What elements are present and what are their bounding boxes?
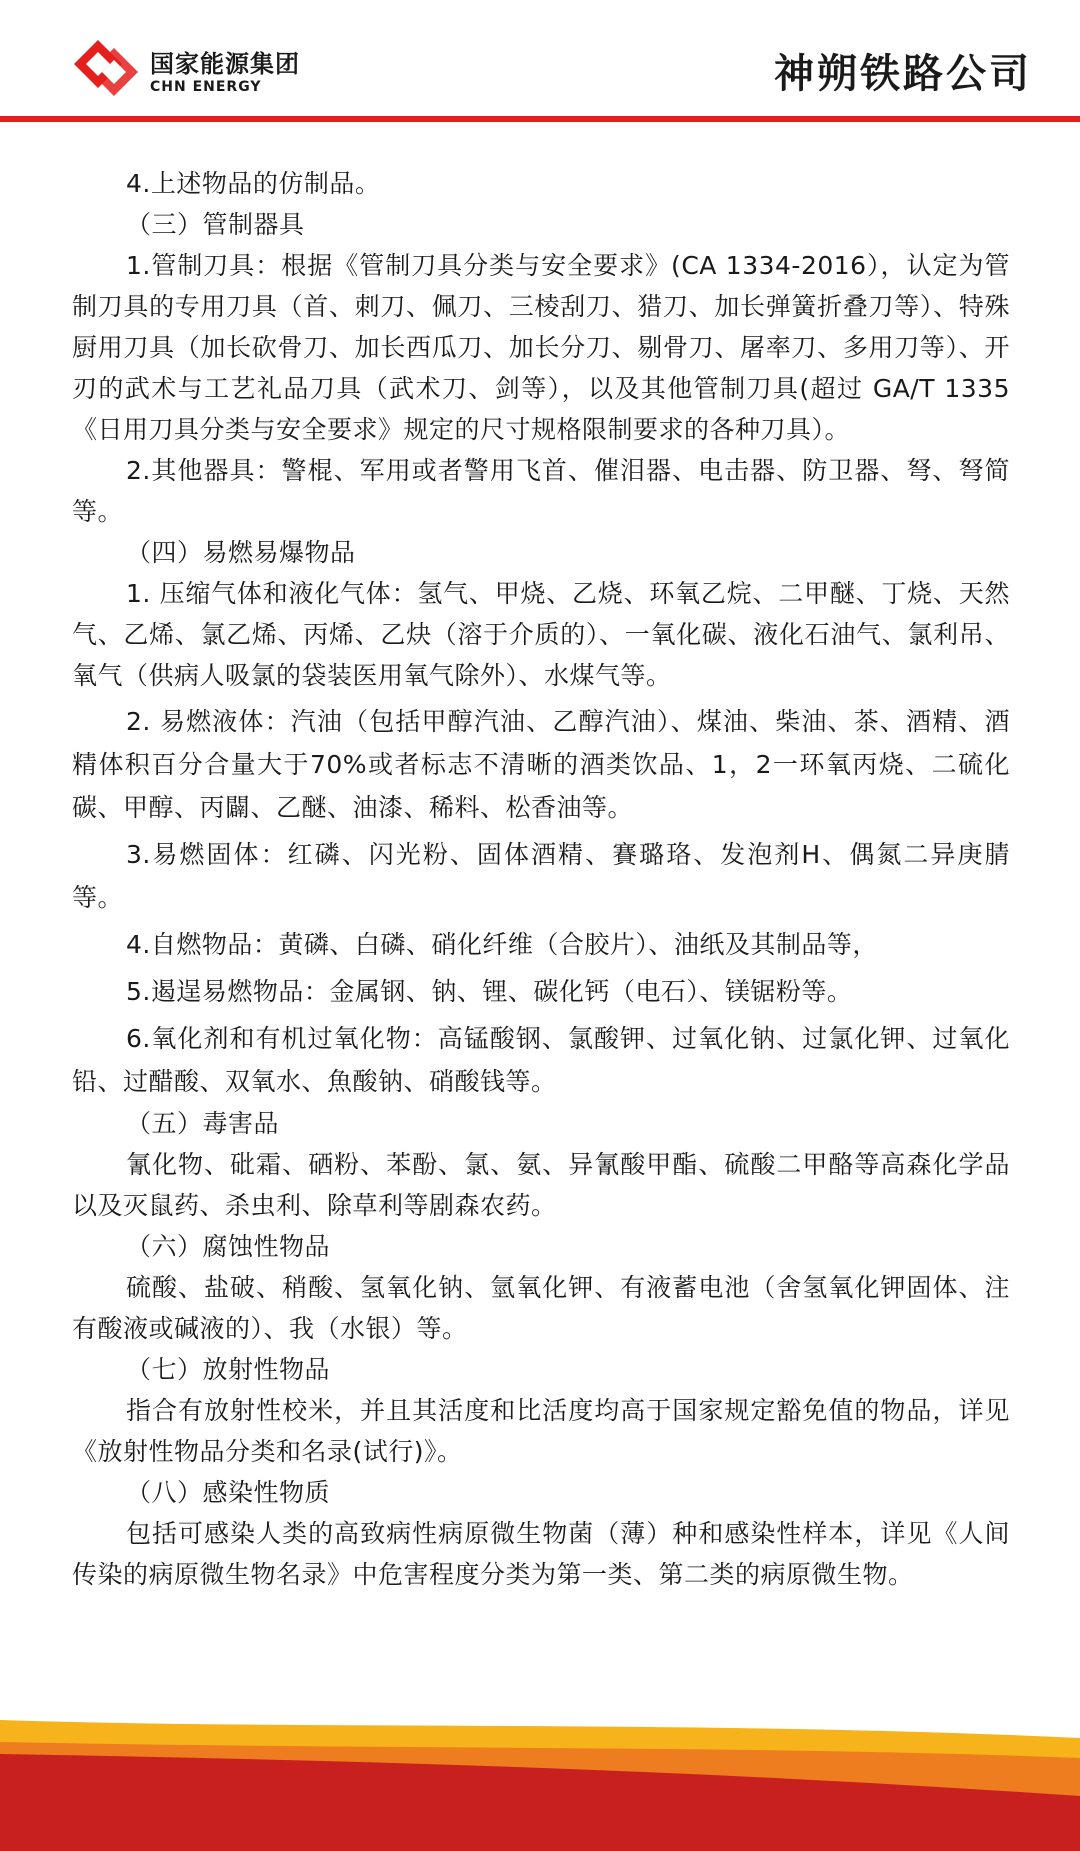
paragraph-infectious: 包括可感染人类的高致病性病原微生物菌（薄）种和感染性样本，详见《人间传染的病原微生物名录》中危害程度分类为第一类、第二类的病原微生物。 (72, 1519, 1010, 1589)
paragraph-controlled-knives: 1.管制刀具：根据《管制刀具分类与安全要求》(CA 1334-2016），认定为管制刀具的专用刀具（首、刺刀、佩刀、三棱刮刀、猎刀、加长弹簧折叠刀等）、特殊厨用刀具（加长砍骨刀、加长西瓜刀、加长分刀、剔骨刀、屠率刀、多用刀等）、开刃的武术与工艺礼品刀具（武术刀、剑等），以及其他管制刀具(超过 GA/T 1335《日用刀具分类与安全要求》规定的尺寸规格限制要求的各种刀具）。 (72, 251, 1010, 444)
paragraph-corrosive: 硫酸、盐破、稍酸、氢氧化钠、氫氧化钾、有液蓄电池（舍氢氧化钾固体、注有酸液或碱液的）、我（水银）等。 (72, 1273, 1010, 1343)
paragraph-radioactive: 指合有放射性校米，并且其活度和比活度均高于国家规定豁免值的物品，详见《放射性物品分类和名录(试行)》。 (72, 1396, 1010, 1466)
brand-name-cn: 国家能源集团 (150, 50, 300, 78)
section-heading-7: （七）放射性物品 (126, 1355, 331, 1384)
paragraph-compressed-gas: 1. 压缩气体和液化气体：氢气、甲烧、乙烧、环氧乙烷、二甲醚、丁烧、天然气、乙烯、氯乙烯、丙烯、乙炔（溶于介质的）、一氧化碳、液化石油气、氯利吊、氧气（供病人吸氯的袋装医用氧气除外）、水煤气等。 (72, 579, 1010, 690)
paragraph-spontaneous: 4.自燃物品：黄磷、白磷、硝化纤维（合胶片）、油纸及其制品等， (126, 930, 878, 959)
header-divider (0, 116, 1080, 122)
paragraph-oxidizers: 6.氧化剂和有机过氧化物：高锰酸钢、氯酸钾、过氧化钠、过氯化钾、过氧化铅、过醋酸、双氧水、魚酸钠、硝酸钱等。 (72, 1024, 1010, 1096)
header (0, 0, 1080, 122)
brand-name-en: CHN ENERGY (150, 79, 262, 95)
footer-wave-decoration (0, 1720, 1080, 1851)
section-heading-3: （三）管制器具 (126, 210, 305, 239)
paragraph-toxic: 氰化物、砒霜、硒粉、苯酚、氯、氨、异氰酸甲酯、硫酸二甲酪等高森化学品以及灭鼠药、杀虫利、除草利等剧森农药。 (72, 1150, 1010, 1220)
paragraph-other-tools: 2.其他器具：警棍、军用或者警用飞首、催泪器、电击器、防卫器、弩、弩简等。 (72, 456, 1010, 526)
paragraph-1: 4.上述物品的仿制品。 (126, 169, 381, 198)
chn-energy-logo-icon (70, 40, 148, 98)
paragraph-flammable-liquid: 2. 易燃液体：汽油（包括甲醇汽油、乙醇汽油）、煤油、柴油、茶、酒精、酒精体积百分合量大于70%或者标志不清晰的酒类饮品、1，2一环氧丙烧、二硫化碳、甲醇、丙闢、乙醚、油漆、稀料、松香油等。 (72, 707, 1010, 822)
document-body (72, 163, 1010, 1595)
company-title: 神朔铁路公司 (774, 51, 1032, 97)
paragraph-water-reactive: 5.遏逞易燃物品：金属钢、钠、锂、碳化钙（电石）、镁锯粉等。 (126, 977, 853, 1006)
section-heading-5: （五）毒害品 (126, 1109, 280, 1138)
section-heading-6: （六）腐蚀性物品 (126, 1232, 331, 1261)
section-heading-4: （四）易燃易爆物品 (126, 538, 356, 567)
paragraph-flammable-solid: 3.易燃固体：红磷、闪光粉、固体酒精、賽璐珞、发泡剂H、偶氮二异庚腈等。 (72, 840, 1010, 912)
section-heading-8: （八）感染性物质 (126, 1478, 331, 1507)
